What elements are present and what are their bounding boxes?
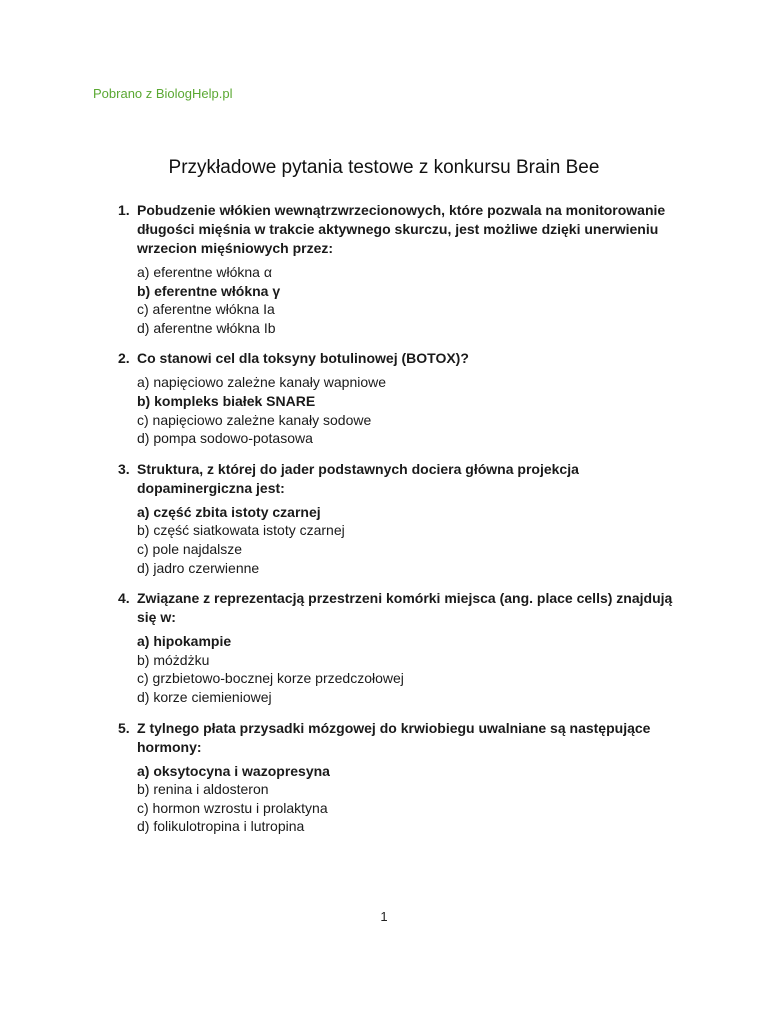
answer-options: [137, 503, 678, 577]
question-list: [118, 201, 678, 848]
answer-option: d) jadro czerwienne: [137, 559, 260, 576]
answer-option-correct: b) eferentne włókna γ: [137, 282, 281, 299]
answer-option: a) napięciowo zależne kanały wapniowe: [137, 374, 387, 391]
question-item: [118, 460, 678, 577]
answer-option: c) hormon wzrostu i prolaktyna: [137, 799, 328, 816]
question-item: [118, 719, 678, 836]
answer-option: c) pole najdalsze: [137, 540, 243, 557]
question-number: 1.: [118, 202, 130, 218]
question-text: Struktura, z której do jader podstawnych dociera główna projekcja dopaminergiczna jest:: [137, 460, 579, 496]
question-number: 4.: [118, 590, 130, 607]
answer-option: d) folikulotropina i lutropina: [137, 818, 305, 835]
question-body: [137, 719, 678, 836]
answer-options: [137, 632, 678, 706]
answer-option: c) aferentne włókna Ia: [137, 301, 275, 318]
question-text: Pobudzenie włókien wewnątrzwrzecionowych, które pozwala na monitorowanie długości mięśnia w trakcie aktywnego skurczu, jest możliwe dzięki unerwieniu wrzecion mięśniowych przez:: [137, 202, 666, 256]
answer-option: d) aferentne włókna Ib: [137, 319, 276, 336]
question-body: [137, 589, 678, 706]
question-text: Z tylnego płata przysadki mózgowej do krwiobiegu uwalniane są następujące hormony:: [137, 719, 651, 755]
answer-options: [137, 263, 678, 337]
question-body: [137, 349, 678, 447]
question-item: [118, 589, 678, 706]
answer-option: d) pompa sodowo-potasowa: [137, 430, 313, 447]
answer-option-correct: a) część zbita istoty czarnej: [137, 503, 321, 520]
question-text: Co stanowi cel dla toksyny botulinowej (BOTOX)?: [137, 350, 469, 367]
source-link[interactable]: Pobrano z BiologHelp.pl: [93, 86, 233, 101]
question-body: [137, 460, 678, 577]
document-title: Przykładowe pytania testowe z konkursu Brain Bee: [168, 156, 600, 178]
page-number: 1: [380, 909, 388, 924]
answer-option: a) eferentne włókna α: [137, 264, 272, 280]
answer-option-correct: a) hipokampie: [137, 633, 232, 650]
question-number: 3.: [118, 460, 130, 477]
answer-option: b) renina i aldosteron: [137, 781, 269, 798]
answer-option-correct: a) oksytocyna i wazopresyna: [137, 762, 330, 779]
answer-option: c) napięciowo zależne kanały sodowe: [137, 411, 372, 428]
question-item: [118, 201, 678, 337]
question-text: Związane z reprezentacją przestrzeni komórki miejsca (ang. place cells) znajdują się w:: [137, 590, 673, 626]
answer-option: b) móżdżku: [137, 651, 210, 668]
answer-option: d) korze ciemieniowej: [137, 688, 272, 705]
question-number: 5.: [118, 719, 130, 736]
question-number: 2.: [118, 350, 130, 367]
answer-options: [137, 762, 678, 836]
question-item: [118, 349, 678, 447]
answer-options: [137, 373, 678, 447]
question-body: [137, 201, 678, 337]
answer-option-correct: b) kompleks białek SNARE: [137, 392, 316, 409]
answer-option: b) część siatkowata istoty czarnej: [137, 522, 345, 539]
answer-option: c) grzbietowo-bocznej korze przedczołowej: [137, 670, 404, 687]
